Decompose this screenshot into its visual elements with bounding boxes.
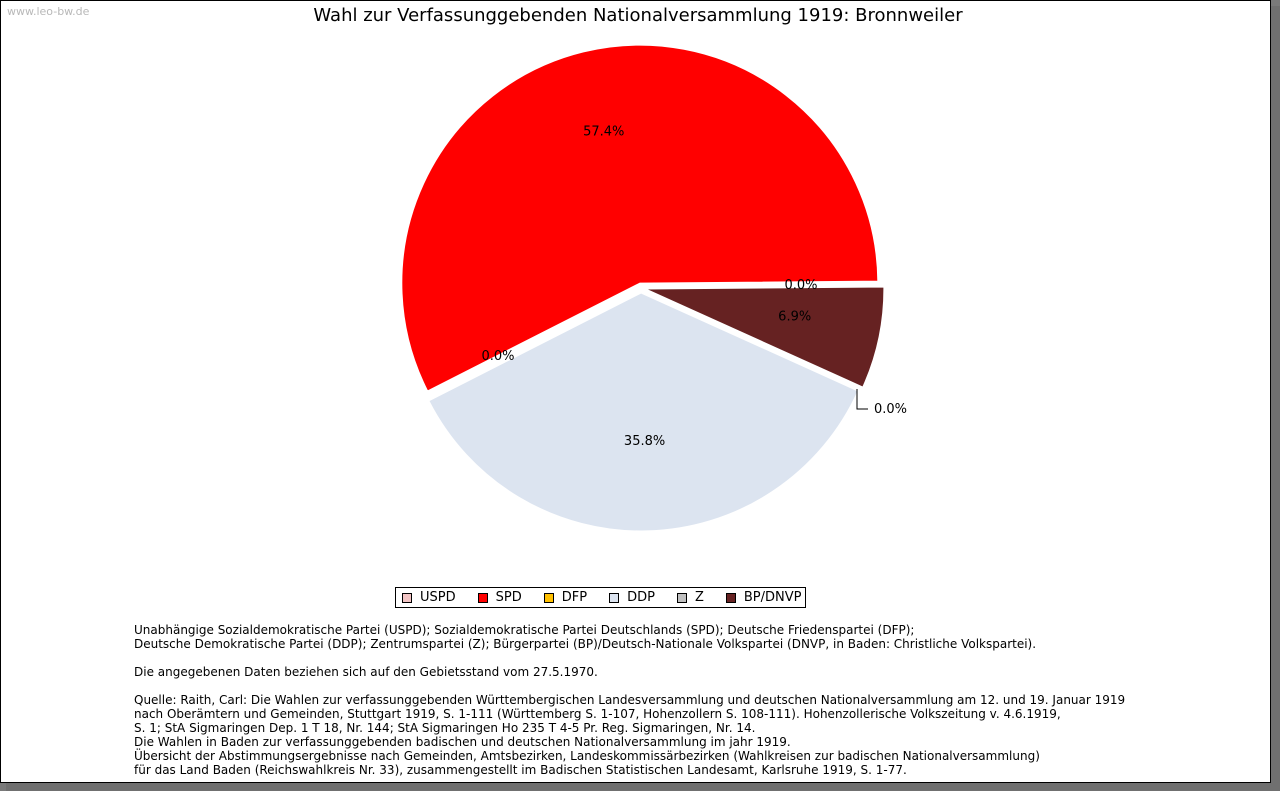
source-line-5: Übersicht der Abstimmungsergebnisse nach Gemeinden, Amtsbezirken, Landeskommissärbezirken (Wahlkreisen zur badischen Nationalversammlung) — [134, 749, 1040, 763]
legend — [395, 587, 806, 608]
source-line-6: für das Land Baden (Reichswahlkreis Nr. 33), zusammengestellt im Badischen Statistischen Landesamt, Karlsruhe 1919, S. 1-77. — [134, 763, 907, 777]
abbrev-line-2: Deutsche Demokratische Partei (DDP); Zentrumspartei (Z); Bürgerpartei (BP)/Deutsch-Nationale Volkspartei (DNVP, in Baden: Christliche Volkspartei). — [134, 637, 1037, 651]
legend-item-ddp — [609, 590, 655, 605]
legend-label: DFP — [561, 590, 588, 605]
leader-line-z — [857, 389, 868, 409]
legend-label: USPD — [420, 590, 456, 605]
frame-shadow-right — [1271, 6, 1280, 791]
data-label-spd: 57.4% — [583, 124, 625, 140]
pie-chart — [1, 1, 1271, 601]
source-line-1: Quelle: Raith, Carl: Die Wahlen zur verfassunggebenden Württembergischen Landesversammlung und deutschen Nationalversammlung am 12. und 19. Januar 1919 — [134, 693, 1126, 707]
source-line-2: nach Oberämtern und Gemeinden, Stuttgart 1919, S. 1-111 (Württemberg S. 1-107, Hohenzollern S. 108-111). Hohenzollerische Volkszeitung v. 4.6.1919, — [134, 707, 1061, 721]
source-line-3: S. 1; StA Sigmaringen Dep. 1 T 18, Nr. 144; StA Sigmaringen Ho 235 T 4-5 Pr. Reg. Sigmaringen, Nr. 14. — [134, 721, 756, 735]
legend-label: BP/DNVP — [743, 590, 802, 605]
data-label-z: 0.0% — [874, 402, 908, 417]
legend-swatch — [478, 593, 488, 603]
legend-swatch — [609, 593, 619, 603]
watermark: www.leo-bw.de — [7, 5, 90, 18]
legend-item-z — [677, 590, 704, 605]
notes — [134, 623, 1125, 777]
legend-item-spd — [478, 590, 522, 605]
chart-title: Wahl zur Verfassunggebenden Nationalversammlung 1919: Bronnweiler — [313, 5, 963, 26]
legend-label: DDP — [627, 590, 655, 605]
territory-note: Die angegebenen Daten beziehen sich auf den Gebietsstand vom 27.5.1970. — [134, 665, 598, 679]
abbrev-line-1: Unabhängige Sozialdemokratische Partei (USPD); Sozialdemokratische Partei Deutschlands (SPD); Deutsche Friedenspartei (DFP); — [134, 623, 915, 637]
legend-item-uspd — [402, 590, 456, 605]
data-label-bp-dnvp: 6.9% — [778, 309, 812, 325]
legend-label: SPD — [495, 590, 522, 605]
legend-swatch — [402, 593, 412, 603]
legend-swatch — [726, 593, 736, 603]
legend-item-dfp — [544, 590, 587, 605]
data-label-dfp: 0.0% — [481, 349, 515, 364]
source-line-4: Die Wahlen in Baden zur verfassunggebenden badischen und deutschen Nationalversammlung im jahr 1919. — [134, 735, 791, 749]
data-label-uspd: 0.0% — [784, 278, 818, 293]
legend-swatch — [544, 593, 554, 603]
legend-label: Z — [694, 590, 704, 605]
data-label-ddp: 35.8% — [623, 434, 666, 450]
legend-swatch — [677, 593, 687, 603]
legend-item-bp-dnvp — [726, 590, 802, 605]
frame-shadow-bottom — [6, 783, 1280, 791]
